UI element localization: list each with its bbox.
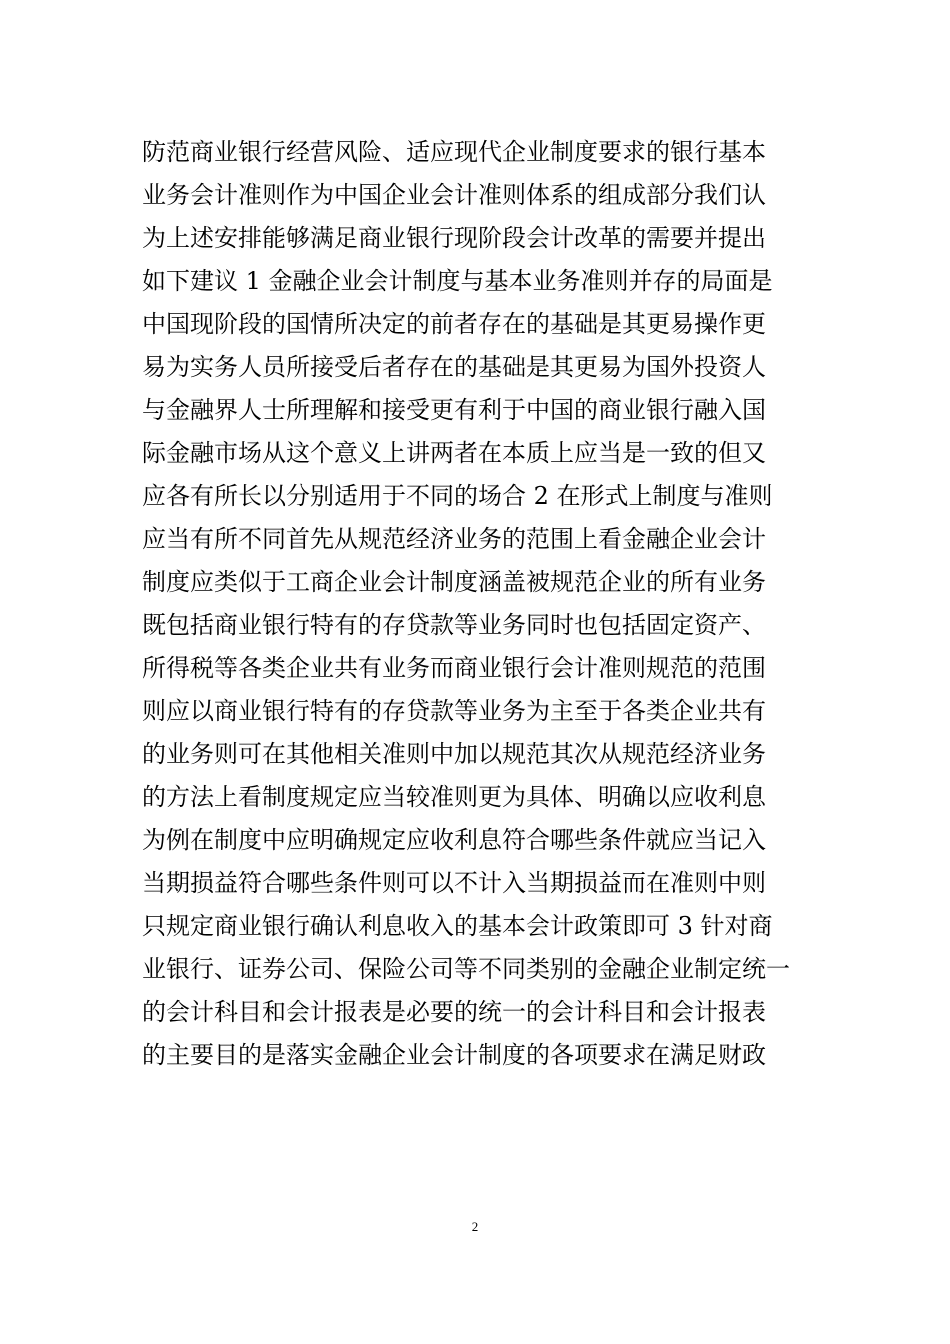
text-line: 的会计科目和会计报表是必要的统一的会计科目和会计报表 bbox=[142, 998, 766, 1026]
text-line: 既包括商业银行特有的存贷款等业务同时也包括固定资产、 bbox=[142, 611, 766, 639]
text-line: 只规定商业银行确认利息收入的基本会计政策即可 3 针对商 bbox=[142, 912, 773, 940]
text-line: 应各有所长以分别适用于不同的场合 2 在形式上制度与准则 bbox=[142, 482, 773, 510]
text-line: 为上述安排能够满足商业银行现阶段会计改革的需要并提出 bbox=[142, 224, 766, 252]
text-line: 与金融界人士所理解和接受更有利于中国的商业银行融入国 bbox=[142, 396, 766, 424]
text-line: 则应以商业银行特有的存贷款等业务为主至于各类企业共有 bbox=[142, 697, 766, 725]
text-line: 的主要目的是落实金融企业会计制度的各项要求在满足财政 bbox=[142, 1041, 766, 1069]
text-line: 业务会计准则作为中国企业会计准则体系的组成部分我们认 bbox=[142, 181, 766, 209]
text-line: 当期损益符合哪些条件则可以不计入当期损益而在准则中则 bbox=[142, 869, 766, 897]
text-line: 如下建议 1 金融企业会计制度与基本业务准则并存的局面是 bbox=[142, 267, 773, 295]
text-line: 所得税等各类企业共有业务而商业银行会计准则规范的范围 bbox=[142, 654, 766, 682]
text-line: 业银行、证券公司、保险公司等不同类别的金融企业制定统一 bbox=[142, 955, 790, 983]
text-line: 际金融市场从这个意义上讲两者在本质上应当是一致的但又 bbox=[142, 439, 766, 467]
text-line: 应当有所不同首先从规范经济业务的范围上看金融企业会计 bbox=[142, 525, 766, 553]
page-number: 2 bbox=[471, 1219, 479, 1234]
text-line: 防范商业银行经营风险、适应现代企业制度要求的银行基本 bbox=[142, 138, 766, 166]
text-line: 制度应类似于工商企业会计制度涵盖被规范企业的所有业务 bbox=[142, 568, 766, 596]
text-line: 为例在制度中应明确规定应收利息符合哪些条件就应当记入 bbox=[142, 826, 766, 854]
text-line: 中国现阶段的国情所决定的前者存在的基础是其更易操作更 bbox=[142, 310, 766, 338]
text-line: 的方法上看制度规定应当较准则更为具体、明确以应收利息 bbox=[142, 783, 766, 811]
text-line: 易为实务人员所接受后者存在的基础是其更易为国外投资人 bbox=[142, 353, 766, 381]
text-line: 的业务则可在其他相关准则中加以规范其次从规范经济业务 bbox=[142, 740, 766, 768]
